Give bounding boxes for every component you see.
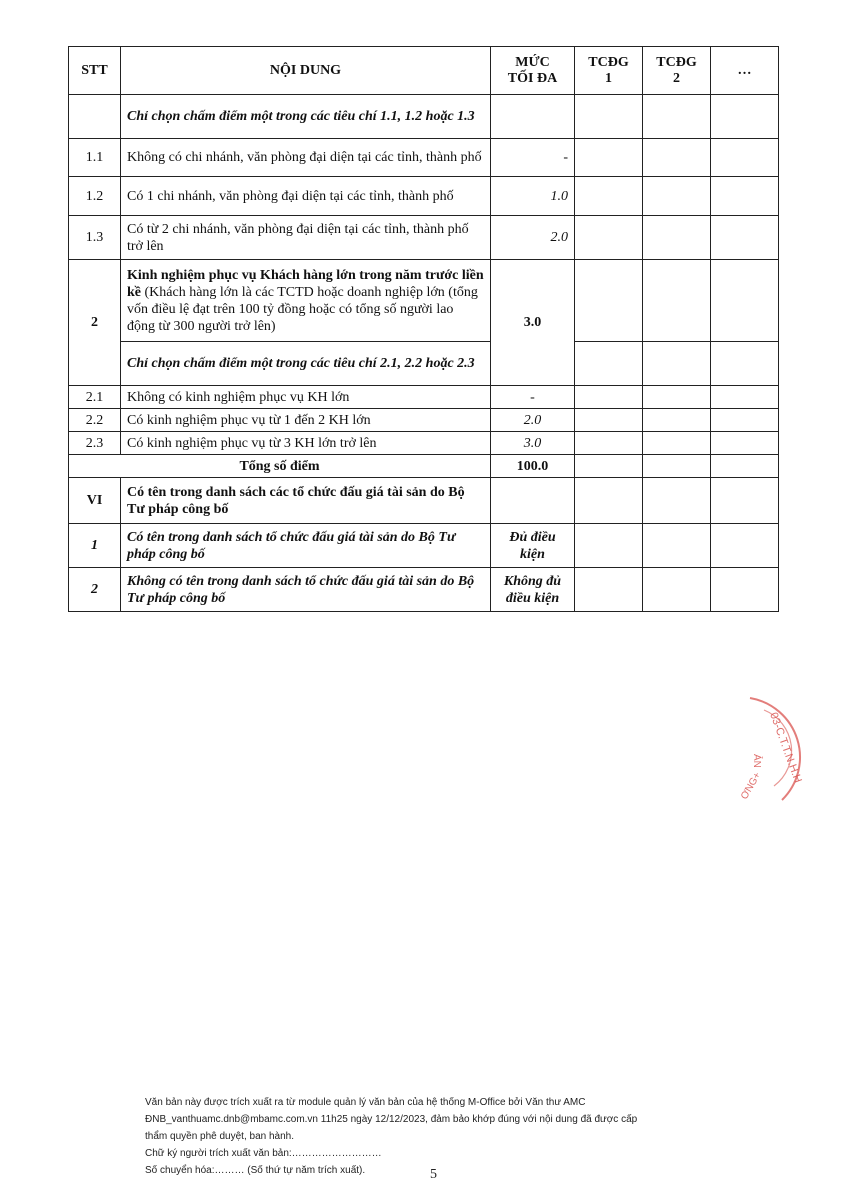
table-row: VI Có tên trong danh sách các tổ chức đấu giá tài sản do Bộ Tư pháp công bố <box>69 478 779 524</box>
total-row: Tổng số điểm 100.0 <box>69 455 779 478</box>
table-header-row <box>69 47 779 95</box>
page-number: 5 <box>430 1167 437 1182</box>
extraction-footer <box>145 1094 745 1179</box>
header-tcdg-2: TCĐG 2 <box>643 47 711 95</box>
svg-text:ƠNG+: ƠNG+ <box>739 770 764 802</box>
footer-line: Số chuyển hóa:……… (Số thứ tự năm trích xuất). <box>145 1165 366 1176</box>
svg-text:ẢN: ẢN <box>751 754 762 768</box>
table-row: 1.2 Có 1 chi nhánh, văn phòng đại diện tại các tỉnh, thành phố 1.0 <box>69 177 779 216</box>
header-tcdg-1: TCĐG 1 <box>575 47 643 95</box>
header-max: MỨC TỐI ĐA <box>491 47 575 95</box>
table-row: Chỉ chọn chấm điểm một trong các tiêu chí 1.1, 1.2 hoặc 1.3 <box>69 95 779 139</box>
table-row: 2.1 Không có kinh nghiệm phục vụ KH lớn - <box>69 386 779 409</box>
header-stt: STT <box>69 47 121 95</box>
table-row: 1 Có tên trong danh sách tổ chức đấu giá tài sản do Bộ Tư pháp công bố Đủ điều kiện <box>69 524 779 568</box>
footer-line: thẩm quyền phê duyệt, ban hành. <box>145 1131 295 1142</box>
table-row: 2 Không có tên trong danh sách tổ chức đấu giá tài sản do Bộ Tư pháp công bố Không đủ điều kiện <box>69 568 779 612</box>
footer-line: Chữ ký người trích xuất văn bản:……………………… <box>145 1148 382 1159</box>
table-row: 1.3 Có từ 2 chi nhánh, văn phòng đại diện tại các tỉnh, thành phố trở lên 2.0 <box>69 216 779 260</box>
table-row: 2.2 Có kinh nghiệm phục vụ từ 1 đến 2 KH lớn 2.0 <box>69 409 779 432</box>
table-row: Chỉ chọn chấm điểm một trong các tiêu chí 2.1, 2.2 hoặc 2.3 <box>69 342 779 386</box>
table-row: 1.1 Không có chi nhánh, văn phòng đại diện tại các tỉnh, thành phố - <box>69 139 779 177</box>
svg-text:03-C.T.T.N.H.H: 03-C.T.T.N.H.H <box>767 710 804 785</box>
header-content: NỘI DUNG <box>121 47 491 95</box>
footer-line: ĐNB_vanthuamc.dnb@mbamc.com.vn 11h25 ngày 12/12/2023, đảm bảo khớp đúng với nội dung đã được cấp <box>145 1114 638 1125</box>
table-row: 2 Kinh nghiệm phục vụ Khách hàng lớn trong năm trước liền kề (Khách hàng lớn là các TCTD hoặc doanh nghiệp lớn (tổng vốn điều lệ đạt trên 100 tỷ đồng hoặc có tổng số người lao động từ 300 người trở lên) 3.0 <box>69 260 779 342</box>
table-row: 2.3 Có kinh nghiệm phục vụ từ 3 KH lớn trở lên 3.0 <box>69 432 779 455</box>
criteria-table <box>68 46 779 612</box>
header-more: … <box>711 47 779 95</box>
footer-line: Văn bản này được trích xuất ra từ module quản lý văn bản của hệ thống M-Office bởi Văn thư AMC <box>145 1097 586 1108</box>
company-seal-icon <box>739 690 842 810</box>
